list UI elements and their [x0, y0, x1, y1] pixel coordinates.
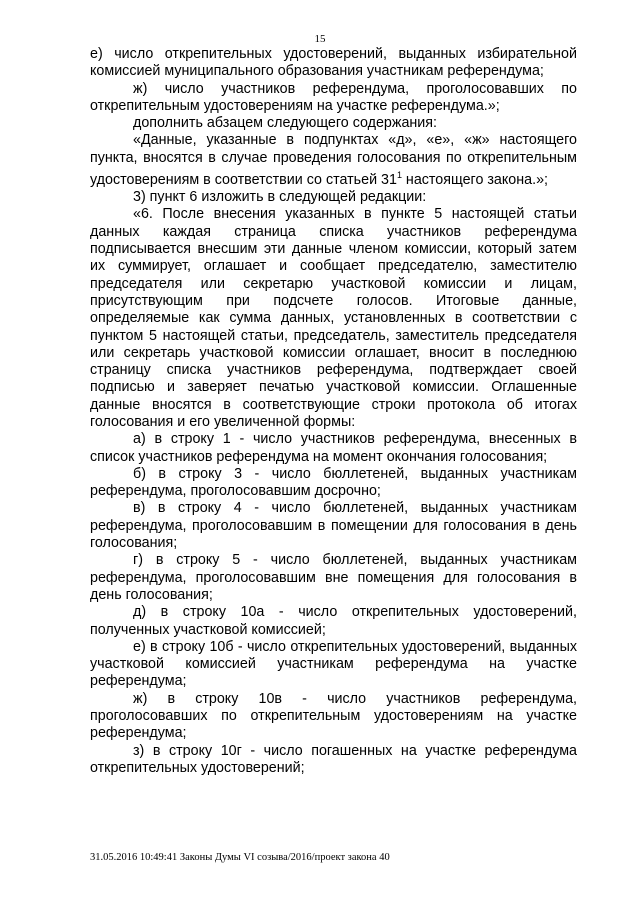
- paragraph: е) число открепительных удостоверений, выданных избирательной комиссией муниципального образования участникам референдума;: [90, 46, 577, 80]
- paragraph: «Данные, указанные в подпунктах «д», «е», «ж» настоящего пункта, вносятся в случае проведения голосования по открепительным удостоверениям в соответствии со статьей $31^1$ настоящего закона.»;: [90, 132, 577, 188]
- list-item: з) в строку 10г - число погашенных на участке референдума открепительных удостоверений;: [90, 742, 577, 776]
- list-item: г) в строку 5 - число бюллетеней, выданных участникам референдума, проголосовавшим вне помещения для голосования в день голосования;: [90, 552, 577, 603]
- paragraph: 3) пункт 6 изложить в следующей редакции:: [133, 189, 427, 206]
- paragraph: дополнить абзацем следующего содержания:: [133, 115, 437, 132]
- page-number: 15: [314, 33, 326, 45]
- list-item: а) в строку 1 - число участников референдума, внесенных в список участников референдума на момент окончания голосования;: [90, 431, 577, 465]
- paragraph: ж) число участников референдума, проголосовавших по открепительным удостоверениям на участке референдума.»;: [90, 80, 577, 114]
- superscript: 1: [396, 170, 402, 181]
- list-item: д) в строку 10а - число открепительных удостоверений, полученных участковой комиссией;: [90, 604, 577, 638]
- paragraph: «6. После внесения указанных в пункте 5 настоящей статьи данных каждая страница списка участников референдума подписывается внесшим эти данные членом комиссии, который затем их суммирует, оглашает и сообщает председателю, заместителю председателя или секретарю участковой комиссии и лицам, присутствующим при подсчете голосов. Итоговые данные, определяемые как сумма данных, установленных в соответствии с пунктом 5 настоящей статьи, председатель, заместитель председателя или секретарь участковой комиссии оглашает, вносит в последнюю страницу списка участников референдума, подтверждает своей подписью и заверяет печатью участковой комиссии. Оглашенные данные вносятся в соответствующие строки протокола об итогах голосования и его увеличенной формы:: [90, 206, 577, 430]
- list-item: б) в строку 3 - число бюллетеней, выданных участникам референдума, проголосовавшим досрочно;: [90, 465, 577, 500]
- list-item: е) в строку 10б - число открепительных удостоверений, выданных участковой комиссией участникам референдума на участке референдума;: [90, 638, 577, 690]
- document-body: [90, 46, 577, 777]
- list-item: в) в строку 4 - число бюллетеней, выданных участникам референдума, проголосовавшим в помещении для голосования в день голосования;: [90, 500, 577, 552]
- document-footer: 31.05.2016 10:49:41 Законы Думы VI созыва/2016/проект закона 40: [90, 852, 390, 863]
- list-item: ж) в строку 10в - число участников референдума, проголосовавших по открепительным удостоверениям на участке референдума;: [90, 690, 577, 742]
